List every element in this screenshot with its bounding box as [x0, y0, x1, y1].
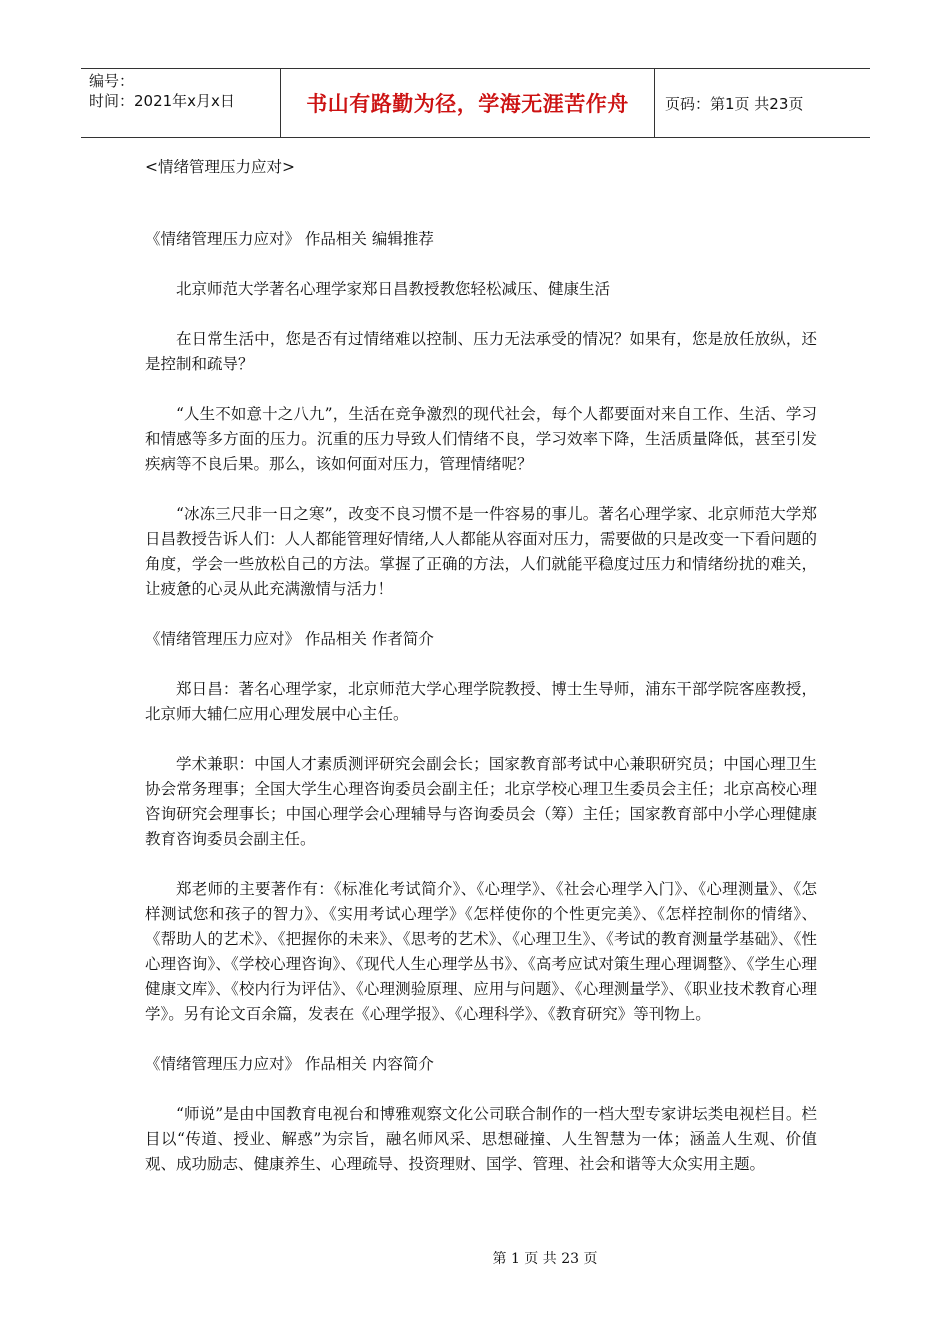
paragraph: “师说”是由中国教育电视台和博雅观察文化公司联合制作的一档大型专家讲坛类电视栏目。栏目以“传道、授业、解惑”为宗旨，融名师风采、思想碰撞、人生智慧为一体；涵盖人生观、价值观、成功励志、健康养生、心理疏导、投资理财、国学、管理、社会和谐等大众实用主题。	[145, 1105, 817, 1173]
document-topic: <情绪管理压力应对>	[145, 158, 295, 176]
paragraph: 郑老师的主要著作有：《标准化考试简介》、《心理学》、《社会心理学入门》、《心理测量》、《怎样测试您和孩子的智力》、《实用考试心理学》《怎样使你的个性更完美》、《怎样控制你的情绪》、《帮助人的艺术》、《把握你的未来》、《思考的艺术》、《心理卫生》、《考试的教育测量学基础》、《性心理咨询》、《学校心理咨询》、《现代人生心理学丛书》、《高考应试对策生理心理调整》、《学生心理健康文库》、《校内行为评估》、《心理测验原理、应用与问题》、《心理测量学》、《职业技术教育心理学》。另有论文百余篇，发表在《心理学报》、《心理科学》、《教育研究》等刊物上。	[145, 880, 817, 1023]
page-footer: 第 1 页 共 23 页	[492, 1251, 598, 1267]
paragraph: “冰冻三尺非一日之寒”，改变不良习惯不是一件容易的事儿。著名心理学家、北京师范大学郑日昌教授告诉人们：人人都能管理好情绪,人人都能从容面对压力，需要做的只是改变一下看问题的角度，学会一些放松自己的方法。掌握了正确的方法，人们就能平稳度过压力和情绪纷扰的难关，让疲惫的心灵从此充满激情与活力！	[145, 505, 817, 598]
paragraph: “人生不如意十之八九”，生活在竞争激烈的现代社会，每个人都要面对来自工作、生活、学习和情感等多方面的压力。沉重的压力导致人们情绪不良，学习效率下降，生活质量降低，甚至引发疾病等不良后果。那么，该如何面对压力，管理情绪呢？	[145, 405, 817, 473]
paragraph: 郑日昌：著名心理学家，北京师范大学心理学院教授、博士生导师，浦东干部学院客座教授，北京师大辅仁应用心理发展中心主任。	[145, 680, 817, 723]
header-page-info: 页码：第1页 共23页	[665, 94, 804, 113]
paragraph: 学术兼职：中国人才素质测评研究会副会长；国家教育部考试中心兼职研究员；中国心理卫生协会常务理事；全国大学生心理咨询委员会副主任；北京学校心理卫生委员会主任；北京高校心理咨询研究会理事长；中国心理学会心理辅导与咨询委员会（筹）主任；国家教育部中小学心理健康教育咨询委员会副主任。	[145, 755, 817, 848]
section-heading: 《情绪管理压力应对》 作品相关 内容简介	[145, 1055, 434, 1073]
document-body	[145, 155, 817, 1202]
section-heading: 《情绪管理压力应对》 作品相关 编辑推荐	[145, 230, 434, 248]
number-label: 编号：	[89, 72, 135, 90]
time-label: 时间：2021年x月x日	[89, 92, 235, 110]
header-meta	[81, 69, 281, 137]
paragraph: 在日常生活中，您是否有过情绪难以控制、压力无法承受的情况？如果有，您是放任放纵，还是控制和疏导？	[145, 330, 817, 373]
paragraph: 北京师范大学著名心理学家郑日昌教授教您轻松减压、健康生活	[176, 280, 611, 298]
page-header	[81, 68, 870, 138]
section-heading: 《情绪管理压力应对》 作品相关 作者简介	[145, 630, 434, 648]
header-motto: 书山有路勤为径，学海无涯苦作舟	[281, 69, 655, 137]
